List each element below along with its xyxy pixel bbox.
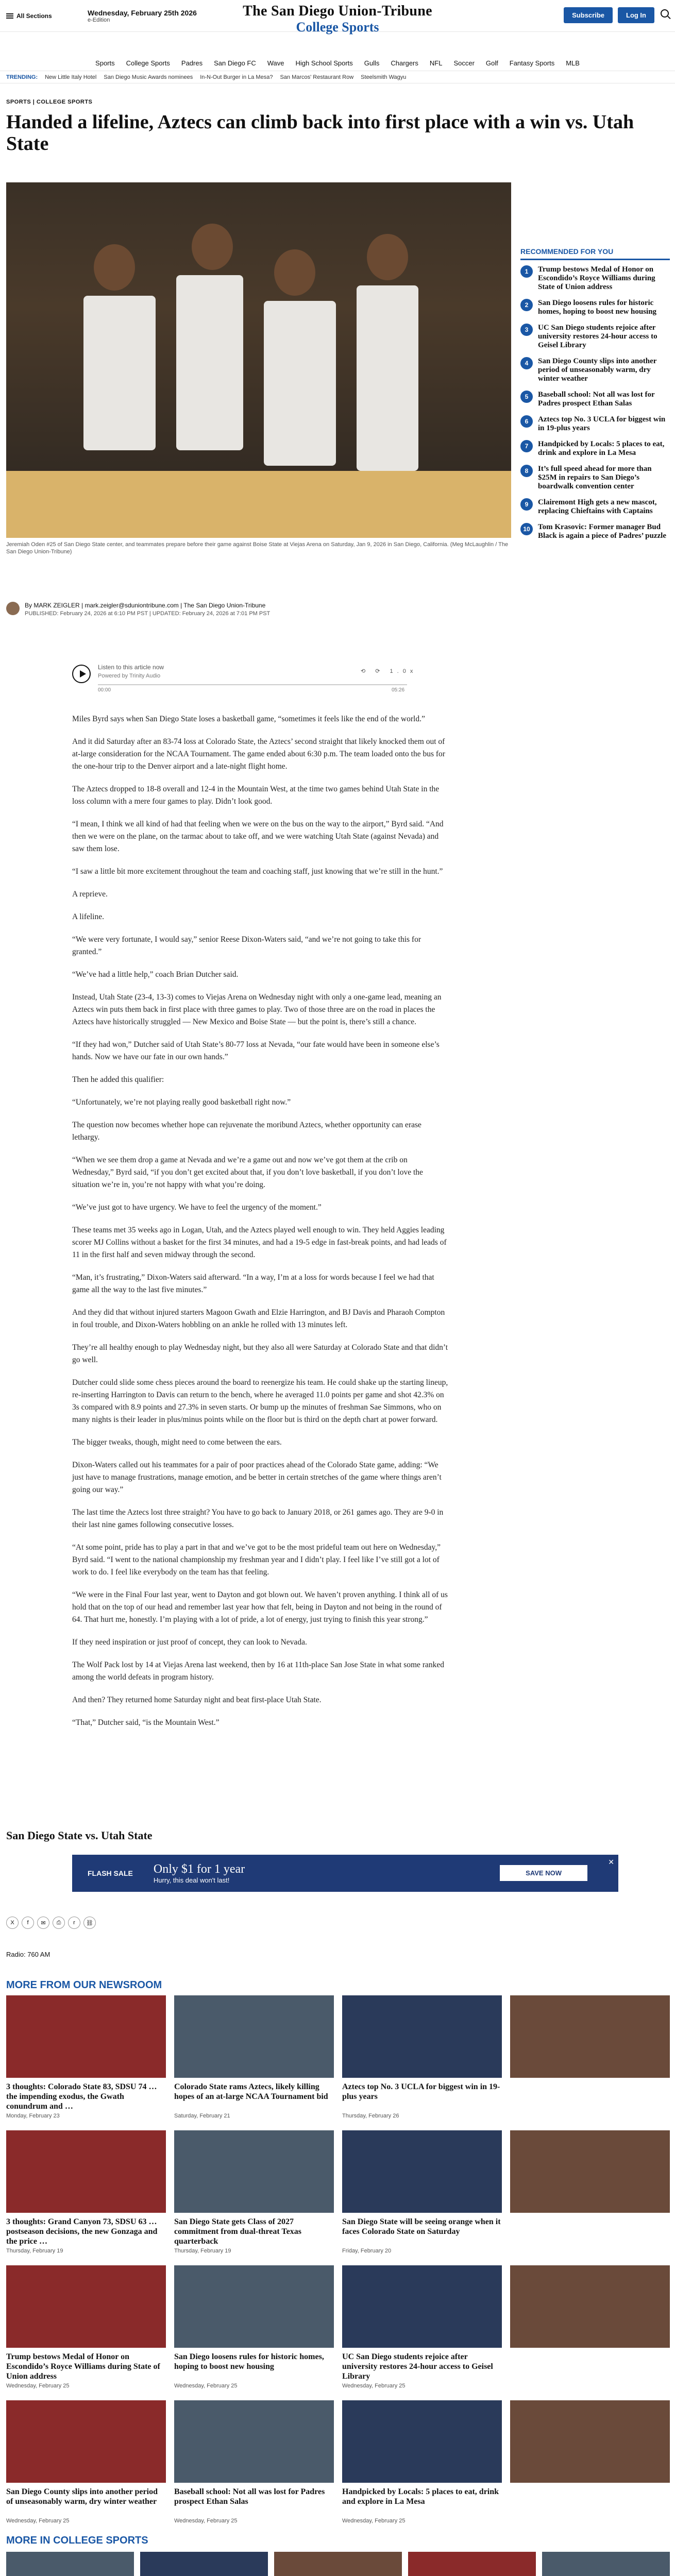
paragraph: “We’ve had a little help,” coach Brian Dutcher said. [72, 970, 239, 979]
x-share-icon[interactable]: X [6, 1917, 19, 1929]
nav-item-9[interactable]: Soccer [453, 59, 475, 67]
paragraph: Instead, Utah State (23-4, 13-3) comes to Viejas Arena on Wednesday night with only a one-game lead, meaning an Aztecs win puts them back in first place with three games to play. Two of those three are on the road in places the Aztecs have historically struggled — New Mexico and Boise State — but the point is, there’s still a chance. [72, 993, 442, 1026]
paragraph: “At some point, pride has to play a part in that and we’ve got to be the most prideful team out here on Wednesday,” Byrd said. “I went to the national championship my freshman year and I didn’t play. I feel like I’ve still got a lot of work to do. I feel like everybody on the team has that feeling. [72, 1543, 441, 1577]
byline: By MARK ZEIGLER | mark.zeigler@sduniontribune.com | The San Diego Union-Tribune PUBLISHED: February 24, 2026 at 6:10 PM PST | UPDATED: February 24, 2026 at 7:01 PM PST [6, 602, 270, 617]
rank-badge: 9 [520, 498, 533, 511]
paragraph: “That,” Dutcher said, “is the Mountain West.” [72, 1718, 220, 1727]
card-image [6, 2265, 166, 2348]
news-card[interactable] [6, 2130, 166, 2254]
login-button[interactable]: Log In [618, 7, 654, 23]
card-title: San Diego loosens rules for historic homes, hoping to boost new housing [174, 2352, 324, 2371]
card-date: Saturday, February 21 [174, 2113, 230, 2119]
card-image [542, 2552, 670, 2576]
paragraph: “When we see them drop a game at Nevada and we’re a game out and now we’ve got them at the crib on Wednesday,” Byrd said, “if you don’t get excited about that, if you don’t love basketball, if you don’t love the situation we’re in, you’re not happy with what you’re doing. [72, 1156, 423, 1189]
card-title: Colorado State rams Aztecs, likely killing hopes of an at-large NCAA Tournament bid [174, 2082, 328, 2101]
e-edition-link[interactable]: e-Edition [88, 16, 110, 23]
card-image [174, 2400, 334, 2483]
card-title: Baseball school: Not all was lost for Padres prospect Ethan Salas [174, 2487, 325, 2506]
news-card[interactable] [342, 2400, 502, 2524]
paragraph: A lifeline. [72, 912, 104, 921]
card-image [174, 1995, 334, 2078]
card-date: Friday, February 20 [342, 2248, 392, 2254]
trending-item[interactable]: San Marcos' Restaurant Row [280, 74, 354, 80]
card-title: Aztecs top No. 3 UCLA for biggest win in 19-plus years [342, 2082, 500, 2101]
card-date: Monday, February 23 [6, 2113, 60, 2119]
nav-item-8[interactable]: NFL [429, 59, 443, 67]
rank-badge: 6 [520, 415, 533, 428]
nav-item-3[interactable]: San Diego FC [214, 59, 256, 67]
search-icon[interactable] [661, 9, 669, 18]
recommended-item[interactable] [520, 415, 670, 433]
section-title: College Sports [296, 20, 379, 35]
save-now-button[interactable]: SAVE NOW [500, 1865, 587, 1881]
recommended-item[interactable] [520, 523, 670, 540]
card-image [408, 2552, 536, 2576]
rank-badge: 3 [520, 324, 533, 336]
recommended-title: Clairemont High gets a new mascot, replacing Chieftains with Captains [538, 498, 657, 515]
card-image [174, 2265, 334, 2348]
email-icon[interactable]: ✉ [37, 1917, 49, 1929]
card-image [510, 2130, 670, 2213]
college-card[interactable] [140, 2552, 268, 2576]
card-date: Thursday, February 26 [342, 2113, 399, 2119]
recommended-title: It’s full speed ahead for more than $25M in repairs to San Diego’s boardwalk convention center [538, 465, 652, 490]
news-card[interactable] [510, 2265, 670, 2389]
recommended-item[interactable] [520, 299, 670, 316]
recommended-title: UC San Diego students rejoice after university restores 24-hour access to Geisel Library [538, 324, 657, 349]
news-card[interactable] [174, 1995, 334, 2119]
trending-item[interactable]: New Little Italy Hotel [45, 74, 97, 80]
news-card[interactable] [6, 2400, 166, 2524]
paragraph: Miles Byrd says when San Diego State loses a basketball game, “sometimes it feels like the end of the world.” [72, 715, 425, 723]
paragraph: “I mean, I think we all kind of had that feeling when we were on the bus on the way to the airport,” Byrd said. “And then we were on the plane, on the tarmac about to take off, and we were watching Utah State (against Nevada) and saw them lose. [72, 820, 444, 853]
college-card[interactable] [408, 2552, 536, 2576]
nav-item-4[interactable]: Wave [267, 59, 284, 67]
recommended-item[interactable] [520, 498, 670, 516]
nav-item-11[interactable]: Fantasy Sports [509, 59, 555, 67]
news-card[interactable] [342, 1995, 502, 2119]
recommended-item[interactable] [520, 324, 670, 350]
trending-item[interactable]: Steelsmith Wagyu [361, 74, 407, 80]
card-date: Wednesday, February 25 [174, 2383, 238, 2389]
paragraph: “I saw a little bit more excitement throughout the team and coaching staff, just knowing that we’re still in the hunt.” [72, 867, 443, 876]
card-date: Wednesday, February 25 [6, 2383, 70, 2389]
hero-image [6, 182, 511, 538]
masthead-logo[interactable]: The San Diego Union-Tribune [243, 3, 432, 19]
card-title: 3 thoughts: Colorado State 83, SDSU 74 … the impending exodus, the Gwath conundrum and … [6, 2082, 157, 2111]
card-image [510, 2400, 670, 2483]
recommended-title: Tom Krasovic: Former manager Bud Black is again a piece of Padres’ puzzle [538, 523, 667, 540]
recommended-title: Aztecs top No. 3 UCLA for biggest win in 19-plus years [538, 415, 666, 432]
nav-item-10[interactable]: Golf [485, 59, 498, 67]
card-date: Thursday, February 19 [174, 2248, 231, 2254]
print-icon[interactable]: ⎙ [53, 1917, 65, 1929]
card-date: Wednesday, February 25 [342, 2518, 406, 2524]
card-title: UC San Diego students rejoice after university restores 24-hour access to Geisel Library [342, 2352, 493, 2381]
play-icon[interactable] [72, 665, 91, 683]
facebook-icon[interactable]: f [22, 1917, 34, 1929]
photo-caption: Jeremiah Oden #25 of San Diego State center, and teammates prepare before their game against Boise State at Viejas Arena on Saturday, Jan 9, 2026 in San Diego, California. (Meg McLaughlin / The San Diego Union-Tribune) [6, 541, 509, 555]
paragraph: “Man, it’s frustrating,” Dixon-Waters said afterward. “In a way, I’m at a loss for words because I feel we had that game all the way to the last five minutes.” [72, 1273, 434, 1294]
recommended-list: RECOMMENDED FOR YOU 1 Trump bestows Medal of Honor on Escondido’s Royce Williams during State of Union address 2 San Diego loosens rules for historic homes, hoping to boost new housing 3 UC San Diego students rejoice after university restores 24-hour access to Geisel Library 4 San Diego County slips into another period of unseasonably warm, dry winter weather 5 Baseball school: Not all was lost for Padres prospect Ethan Salas 6 Aztecs top No. 3 UCLA for biggest win in 19-plus years 7 Handpicked by Locals: 5 places to eat, drink and explore in La Mesa 8 It’s full speed ahead for more than $25M in repairs to San Diego’s boardwalk convention center 9 Clairemont High gets a new mascot, replacing Chieftains with Captains 10 Tom Krasovic: Former manager Bud Black is again a piece of Padres’ puzzle [520, 247, 670, 548]
trending-item[interactable]: San Diego Music Awards nominees [104, 74, 193, 80]
paragraph: “We’ve just got to have urgency. We have to feel the urgency of the moment.” [72, 1203, 322, 1212]
article-body [72, 713, 448, 1739]
game-header: San Diego State vs. Utah State [6, 1829, 153, 1842]
card-title: Trump bestows Medal of Honor on Escondido’s Royce Williams during State of Union address [6, 2352, 160, 2381]
recommended-item[interactable] [520, 440, 670, 457]
rank-badge: 7 [520, 440, 533, 452]
radio-info: Radio: 760 AM [6, 1951, 50, 1958]
card-title: San Diego State gets Class of 2027 commitment from dual-threat Texas quarterback [174, 2217, 301, 2246]
rank-badge: 8 [520, 465, 533, 477]
news-card[interactable] [342, 2265, 502, 2389]
paragraph: Dutcher could slide some chess pieces around the board to reenergize his team. He could shake up the starting lineup, re-inserting Harrington to Davis can return to the bench, where he averaged 11.0 points per game and shot 42.3% on 3s compared with 8.9 points and 27.3% in seven starts. Or bump up the minutes of freshman Sae Simmons, who on many nights is their leader in plus/minus points while on the floor but is third on the depth chart at power forward. [72, 1378, 448, 1424]
card-image [342, 2265, 502, 2348]
paragraph: The Wolf Pack lost by 14 at Viejas Arena last weekend, then by 16 at 11th-place San Jose State in what some ranked among the world defeats in program history. [72, 1660, 444, 1682]
card-image [342, 1995, 502, 2078]
player-controls[interactable]: ⟲ ⟳ 1.0x [361, 668, 417, 674]
news-card[interactable] [174, 2400, 334, 2524]
reddit-icon[interactable]: r [68, 1917, 80, 1929]
card-image [6, 2400, 166, 2483]
news-card[interactable] [174, 2265, 334, 2389]
paragraph: “Unfortunately, we’re not playing really good basketball right now.” [72, 1098, 291, 1107]
paragraph: Dixon-Waters called out his teammates for a pair of poor practices ahead of the Colorado State game, adding: “We just have to manage frustrations, manage emotion, and be better in certain stretches of the game where things aren’t going our way.” [72, 1461, 442, 1494]
subscribe-button[interactable]: Subscribe [564, 7, 613, 23]
card-title [510, 2352, 670, 2382]
recommended-title: San Diego County slips into another period of unseasonably warm, dry winter weather [538, 357, 657, 383]
recommended-title: Baseball school: Not all was lost for Padres prospect Ethan Salas [538, 391, 655, 408]
trending-item[interactable]: In-N-Out Burger in La Mesa? [200, 74, 273, 80]
progress-bar[interactable] [98, 684, 407, 685]
card-title: San Diego County slips into another period of unseasonably warm, dry winter weather [6, 2487, 158, 2506]
card-date: Wednesday, February 25 [342, 2383, 406, 2389]
all-sections-button[interactable]: All Sections [6, 12, 83, 20]
paragraph: If they need inspiration or just proof of concept, they can look to Nevada. [72, 1638, 307, 1647]
trending-bar: TRENDING: New Little Italy Hotel San Diego Music Awards nominees In-N-Out Burger in La Mesa? San Marcos' Restaurant Row Steelsmith Wagyu [0, 71, 675, 83]
rank-badge: 1 [520, 265, 533, 278]
newsroom-section: MORE FROM OUR NEWSROOM 3 thoughts: Colorado State 83, SDSU 74 … the impending exodus, the Gwath conundrum and … Monday, February 23 Colorado State rams Aztecs, likely killing hopes of an at-large NCAA Tournament bid Saturday, February 21 Aztecs top No. 3 UCLA for biggest win in 19-plus years Thursday, February 26 3 thoughts: Grand Canyon 73, SDSU 63 … postseason decisions, the new Gonzaga and the price … Thursday, February 19 San Diego State gets Class of 2027 commitment from dual-threat Texas quarterback Thursday, February 19 San Diego State will be seeing orange when it faces Colorado State on Saturday Friday, February 20 Trump bestows Medal of Honor on Escondido’s Royce Williams during State of Union address Wednesday, February 25 San Diego loosens rules for historic homes, hoping to boost new housing Wednesday, February 25 UC San Diego students rejoice after university restores 24-hour access to Geisel Library Wednesday, February 25 San Diego County slips into another period of unseasonably warm, dry winter weather Wednesday, February 25 Baseball school: Not all was lost for Padres prospect Ethan Salas Wednesday, February 25 Handpicked by Locals: 5 places to eat, drink and explore in La Mesa Wednesday, February 25 [6, 1979, 671, 2524]
nav-item-7[interactable]: Chargers [391, 59, 418, 67]
audio-player: Listen to this article now Powered by Trinity Audio ⟲ ⟳ 1.0x 00:00 05:26 [72, 662, 443, 692]
paragraph: “We were in the Final Four last year, went to Dayton and got blown out. We haven’t proven anything. I think all of us hold that on the top of our head and remember last year how that felt, being in Dayton and not being in the round of 64. That hurt me, honestly. I’m playing with a lot of pride, a lot of energy, just trying to finish this year strong.” [72, 1590, 448, 1624]
card-image [6, 2130, 166, 2213]
news-card[interactable] [510, 2130, 670, 2254]
card-image [342, 2130, 502, 2213]
date-box: Wednesday, February 25th 2026 e-Edition [88, 8, 197, 23]
news-card[interactable] [6, 2265, 166, 2389]
rank-badge: 2 [520, 299, 533, 311]
card-image [342, 2400, 502, 2483]
paragraph: The bigger tweaks, though, might need to come between the ears. [72, 1438, 282, 1447]
college-card[interactable] [6, 2552, 134, 2576]
nav-item-2[interactable]: Padres [181, 59, 203, 67]
paragraph: They’re all healthy enough to play Wednesday night, but they also all were Saturday at Colorado State and that didn’t go well. [72, 1343, 448, 1364]
nav-item-0[interactable]: Sports [95, 59, 115, 67]
paragraph: These teams met 35 weeks ago in Logan, Utah, and the Aztecs played well enough to win. They held Aggies leading scorer MJ Collins without a basket for the first 34 minutes, and had a 19-5 edge in fast-break points, and had leads of 11 in the first half and seven midway through the second. [72, 1226, 447, 1259]
share-bar [6, 1917, 96, 1929]
card-title: 3 thoughts: Grand Canyon 73, SDSU 63 … postseason decisions, the new Gonzaga and the price … [6, 2217, 158, 2246]
card-title [510, 2487, 670, 2517]
news-card[interactable] [510, 1995, 670, 2119]
card-image [6, 1995, 166, 2078]
card-image [174, 2130, 334, 2213]
headline: Handed a lifeline, Aztecs can climb back into first place with a win vs. Utah State [6, 111, 634, 155]
rank-badge: 10 [520, 523, 533, 535]
author-avatar [6, 602, 20, 615]
nav-item-5[interactable]: High School Sports [295, 59, 353, 67]
link-icon[interactable]: ⛓ [83, 1917, 96, 1929]
recommended-title: Handpicked by Locals: 5 places to eat, drink and explore in La Mesa [538, 440, 665, 457]
nav-item-12[interactable]: MLB [566, 59, 580, 67]
nav-item-1[interactable]: College Sports [126, 59, 170, 67]
card-title [510, 2082, 670, 2112]
college-card[interactable] [542, 2552, 670, 2576]
paragraph: “If they had won,” Dutcher said of Utah State’s 80-77 loss at Nevada, “our fate would have been in someone else’s hands. Now we have our fate in our own hands.” [72, 1040, 440, 1061]
breadcrumb: SPORTS | COLLEGE SPORTS [6, 99, 93, 105]
college-sports-section: MORE IN COLLEGE SPORTS [6, 2535, 671, 2576]
card-date: Wednesday, February 25 [6, 2518, 70, 2524]
recommended-item[interactable] [520, 391, 670, 408]
news-card[interactable] [510, 2400, 670, 2524]
card-title: Handpicked by Locals: 5 places to eat, drink and explore in La Mesa [342, 2487, 499, 2506]
recommended-item[interactable] [520, 465, 670, 491]
card-title [510, 2217, 670, 2247]
card-image [140, 2552, 268, 2576]
rank-badge: 5 [520, 391, 533, 403]
card-image [510, 2265, 670, 2348]
top-bar [0, 0, 675, 35]
paragraph: “We were very fortunate, I would say,” senior Reese Dixon-Waters said, “and we’re not going to take this for granted.” [72, 935, 421, 956]
flash-sale-banner: FLASH SALE Only $1 for 1 year Hurry, this deal won't last! SAVE NOW ✕ [72, 1855, 618, 1892]
card-date: Wednesday, February 25 [174, 2518, 238, 2524]
close-icon[interactable]: ✕ [608, 1858, 614, 1866]
paragraph: The last time the Aztecs lost three straight? You have to go back to January 2018, or 261 games ago. They are 9-0 in their last nine games following consecutive losses. [72, 1508, 444, 1529]
card-image [6, 2552, 134, 2576]
paragraph: Then he added this qualifier: [72, 1075, 164, 1084]
card-image [274, 2552, 402, 2576]
college-card[interactable] [274, 2552, 402, 2576]
paragraph: And then? They returned home Saturday night and beat first-place Utah State. [72, 1696, 322, 1704]
paragraph: A reprieve. [72, 890, 108, 899]
recommended-item[interactable] [520, 357, 670, 383]
news-card[interactable] [174, 2130, 334, 2254]
paragraph: The Aztecs dropped to 18-8 overall and 12-4 in the Mountain West, at the time two games behind Utah State in the loss column with a mere four games to play. Didn’t look good. [72, 785, 440, 806]
section-nav [0, 56, 675, 71]
paragraph: And it did Saturday after an 83-74 loss at Colorado State, the Aztecs’ second straight that likely knocked them out of at-large consideration for the NCAA Tournament. The game ended about 6:30 p.m. The team loaded onto the bus for the one-hour trip to the Denver airport and a late-night flight home. [72, 737, 445, 771]
paragraph: The question now becomes whether hope can rejuvenate the moribund Aztecs, whether opportunity can erase lethargy. [72, 1121, 421, 1142]
card-date: Thursday, February 19 [6, 2248, 63, 2254]
recommended-title: San Diego loosens rules for historic homes, hoping to boost new housing [538, 299, 657, 316]
rank-badge: 4 [520, 357, 533, 369]
card-title: San Diego State will be seeing orange when it faces Colorado State on Saturday [342, 2217, 501, 2236]
news-card[interactable] [342, 2130, 502, 2254]
nav-item-6[interactable]: Gulls [364, 59, 380, 67]
recommended-title: Trump bestows Medal of Honor on Escondido’s Royce Williams during State of Union address [538, 265, 655, 291]
card-image [510, 1995, 670, 2078]
paragraph: And they did that without injured starters Magoon Gwath and Elzie Harrington, and BJ Davis and Pharaoh Compton in foul trouble, and Dixon-Waters hobbling on an ankle he rolled with 13 minutes left. [72, 1308, 445, 1329]
news-card[interactable] [6, 1995, 166, 2119]
recommended-item[interactable] [520, 265, 670, 292]
